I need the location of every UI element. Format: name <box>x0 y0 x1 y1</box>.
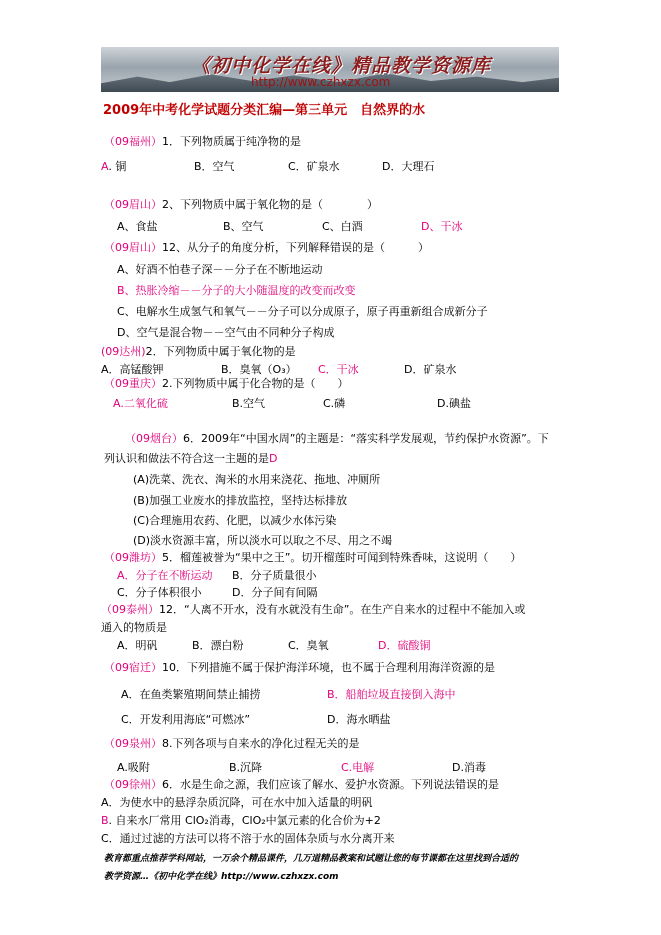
option-c: C．矿泉水 <box>288 160 340 173</box>
question-9 <box>104 661 495 675</box>
option-d-answer: D、干冰 <box>421 220 463 233</box>
question-8-line-2: 通入的物质是 <box>101 621 167 634</box>
question-4 <box>101 345 296 359</box>
option-d: (D)淡水资源丰富，所以淡水可以取之不尽、用之不竭 <box>133 534 393 547</box>
question-source: （09眉山） <box>104 198 162 211</box>
option-c: C、电解水生成氢气和氧气－－分子可以分成原子，原子再重新组合成新分子 <box>117 305 488 318</box>
option-d: D.碘盐 <box>437 397 471 410</box>
question-8 <box>101 603 525 617</box>
question-source: （09烟台） <box>125 432 183 445</box>
question-source: (09达州) <box>101 345 146 358</box>
question-10 <box>104 737 360 751</box>
question-text: 2、下列物质中属于氧化物的是（ ） <box>162 198 378 211</box>
footer-line-1: 教育都重点推荐学科网站，一万余个精品课件，几万道精品教案和试题让您的每节课都在这里找到合适的 <box>104 854 519 864</box>
question-2 <box>104 198 378 212</box>
option-a-answer: A．分子在不断运动 <box>117 569 213 582</box>
question-3 <box>104 241 429 255</box>
question-5 <box>104 377 349 391</box>
header-banner <box>101 47 559 92</box>
question-source: （09重庆） <box>104 377 162 390</box>
question-11 <box>104 778 499 792</box>
option-d: D．海水晒盐 <box>327 713 391 726</box>
option-b-answer <box>101 814 381 828</box>
banner-url: http://www.czhxzx.com <box>251 75 391 89</box>
document-title: 2009年中考化学试题分类汇编—第三单元 自然界的水 <box>103 103 426 118</box>
option-b: B．臭氧（O₃） <box>221 363 297 376</box>
banner-title: 《初中化学在线》精品教学资源库 <box>191 55 492 77</box>
option-d-answer: D．硫酸铜 <box>378 639 431 652</box>
question-text: 12．“人离不开水，没有水就没有生命”。在生产自来水的过程中不能加入或 <box>159 603 526 616</box>
question-source: （09眉山） <box>104 241 162 254</box>
option-letter: A <box>101 160 109 173</box>
option-b: B.沉降 <box>229 761 263 774</box>
question-text: 2.下列物质中属于化合物的是（ ） <box>162 377 349 390</box>
option-a: A、好酒不怕巷子深－－分子在不断地运动 <box>117 263 323 276</box>
option-d: D．大理石 <box>382 160 435 173</box>
question-text: 6．水是生命之源，我们应该了解水、爱护水资源。下列说法错误的是 <box>162 778 499 791</box>
option-c-answer: C．干冰 <box>318 363 359 376</box>
question-source: （09潍坊） <box>104 551 162 564</box>
option-c: C、白酒 <box>322 220 363 233</box>
option-c: C.磷 <box>323 397 346 410</box>
option-d: D、空气是混合物－－空气由不同种分子构成 <box>117 326 335 339</box>
option-b-answer: B、热胀冷缩－－分子的大小随温度的改变而改变 <box>117 284 356 297</box>
question-text: 10．下列措施不属于保护海洋环境，也不属于合理利用海洋资源的是 <box>162 661 495 674</box>
option-c: C．通过过滤的方法可以将不溶于水的固体杂质与水分离开来 <box>101 832 395 845</box>
question-1 <box>104 135 301 149</box>
option-c: (C)合理施用农药、化肥，以减少水体污染 <box>133 514 337 527</box>
question-text: 5．榴莲被誉为“果中之王”。切开榴莲时可闻到特殊香味，这说明（ ） <box>162 551 522 564</box>
option-b: (B)加强工业废水的排放监控，坚持达标排放 <box>133 494 348 507</box>
option-a: A、食盐 <box>117 220 158 233</box>
option-text: . 自来水厂常用 ClO₂消毒，ClO₂中氯元素的化合价为+2 <box>108 814 381 827</box>
option-d: D.消毒 <box>452 761 486 774</box>
option-c: C．分子体积很小 <box>117 586 202 599</box>
question-source: （09泰州） <box>101 603 159 616</box>
question-text: 8.下列各项与自来水的净化过程无关的是 <box>162 737 360 750</box>
question-6 <box>125 432 549 446</box>
option-d: D．矿泉水 <box>404 363 457 376</box>
option-a <box>101 160 126 174</box>
question-text: 1．下列物质属于纯净物的是 <box>162 135 301 148</box>
question-7 <box>104 551 521 565</box>
answer-mark: D <box>269 452 278 465</box>
option-b-answer: B．船舶垃圾直接倒入海中 <box>327 688 456 701</box>
question-source: （09泉州） <box>104 737 162 750</box>
option-a: A．为使水中的悬浮杂质沉降，可在水中加入适量的明矾 <box>101 796 373 809</box>
question-text: 2．下列物质中属于氧化物的是 <box>145 345 296 358</box>
option-b: B．空气 <box>194 160 235 173</box>
option-a: A.吸附 <box>117 761 150 774</box>
option-b: B.空气 <box>232 397 266 410</box>
option-a: A．高锰酸钾 <box>101 363 164 376</box>
option-c: C．臭氧 <box>288 639 329 652</box>
option-letter: B <box>101 814 109 827</box>
question-source: （09宿迁） <box>104 661 162 674</box>
question-text: 12、从分子的角度分析，下列解释错误的是（ ） <box>162 241 429 254</box>
question-text: 6．2009年“中国水周”的主题是：“落实科学发展观，节约保护水资源”。下 <box>183 432 549 445</box>
option-a: A．在鱼类繁殖期间禁止捕捞 <box>121 688 261 701</box>
option-a-answer: A.二氧化硫 <box>113 397 168 410</box>
question-source: （09福州） <box>104 135 162 148</box>
option-c: C．开发利用海底“可燃冰” <box>121 713 251 726</box>
option-b: B．分子质量很小 <box>232 569 317 582</box>
option-b: B．漂白粉 <box>192 639 244 652</box>
option-d: D．分子间有间隔 <box>232 586 318 599</box>
question-text: 列认识和做法不符合这一主题的是 <box>104 452 269 465</box>
question-source: （09徐州） <box>104 778 162 791</box>
option-a: A．明矾 <box>117 639 158 652</box>
option-a: (A)洗菜、洗衣、淘米的水用来浇花、拖地、冲厕所 <box>133 473 381 486</box>
option-c-answer: C.电解 <box>341 761 375 774</box>
footer-line-2: 教学资源…《初中化学在线》http://www.czhxzx.com <box>104 872 339 882</box>
question-6-line-2 <box>104 452 277 466</box>
option-b: B、空气 <box>223 220 264 233</box>
option-text: . 铜 <box>108 160 127 173</box>
